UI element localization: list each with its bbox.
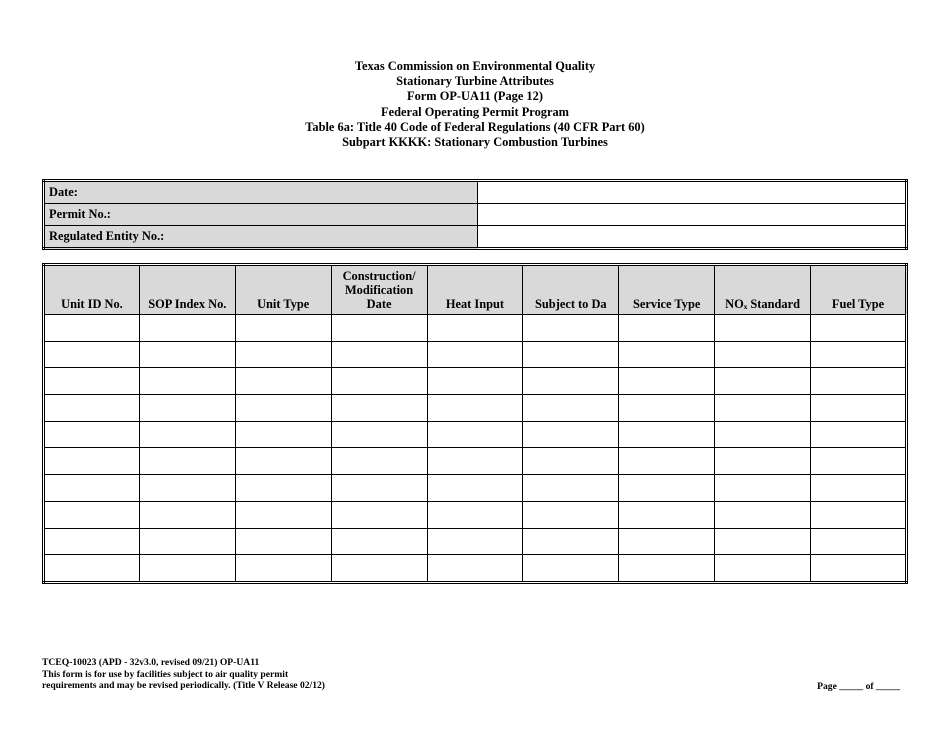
table-cell[interactable]: [235, 475, 331, 502]
col-fuel-type: Fuel Type: [811, 265, 907, 315]
table-cell[interactable]: [139, 555, 235, 583]
form-header: [0, 59, 950, 150]
table-cell[interactable]: [139, 528, 235, 555]
table-row: [44, 315, 907, 342]
table-cell[interactable]: [811, 528, 907, 555]
header-table-title: Table 6a: Title 40 Code of Federal Regulations (40 CFR Part 60): [305, 119, 645, 134]
table-row: [44, 501, 907, 528]
table-cell[interactable]: [331, 555, 427, 583]
table-cell[interactable]: [44, 501, 140, 528]
table-cell[interactable]: [715, 555, 811, 583]
regulated-entity-row: [44, 226, 907, 249]
table-cell[interactable]: [44, 528, 140, 555]
col-sop-index: SOP Index No.: [139, 265, 235, 315]
table-cell[interactable]: [811, 395, 907, 422]
table-cell[interactable]: [44, 555, 140, 583]
table-cell[interactable]: [44, 421, 140, 448]
table-cell[interactable]: [523, 368, 619, 395]
table-cell[interactable]: [235, 555, 331, 583]
table-cell[interactable]: [523, 501, 619, 528]
table-cell[interactable]: [139, 475, 235, 502]
table-cell[interactable]: [715, 528, 811, 555]
regulated-entity-label: Regulated Entity No.:: [44, 226, 478, 249]
table-row: [44, 528, 907, 555]
table-body: [44, 315, 907, 583]
table-cell[interactable]: [331, 475, 427, 502]
table-cell[interactable]: [331, 421, 427, 448]
table-cell[interactable]: [331, 341, 427, 368]
permit-no-row: [44, 204, 907, 226]
table-cell[interactable]: [523, 528, 619, 555]
table-cell[interactable]: [715, 421, 811, 448]
table-cell[interactable]: [619, 368, 715, 395]
table-cell[interactable]: [715, 448, 811, 475]
table-cell[interactable]: [235, 421, 331, 448]
table-cell[interactable]: [427, 315, 523, 342]
table-cell[interactable]: [523, 421, 619, 448]
table-row: [44, 475, 907, 502]
table-row: [44, 448, 907, 475]
table-cell[interactable]: [523, 341, 619, 368]
table-cell[interactable]: [139, 341, 235, 368]
table-cell[interactable]: [139, 448, 235, 475]
table-cell[interactable]: [139, 395, 235, 422]
table-cell[interactable]: [811, 555, 907, 583]
table-cell[interactable]: [523, 315, 619, 342]
page-number: Page _____ of _____: [817, 681, 900, 692]
table-cell[interactable]: [427, 341, 523, 368]
table-cell[interactable]: [811, 341, 907, 368]
table-cell[interactable]: [44, 475, 140, 502]
table-cell[interactable]: [619, 395, 715, 422]
table-cell[interactable]: [44, 341, 140, 368]
table-row: [44, 368, 907, 395]
table-cell[interactable]: [715, 315, 811, 342]
table-cell[interactable]: [619, 475, 715, 502]
table-cell[interactable]: [619, 528, 715, 555]
header-program: Federal Operating Permit Program: [381, 104, 569, 119]
table-cell[interactable]: [235, 501, 331, 528]
header-agency: Texas Commission on Environmental Quality: [354, 59, 596, 73]
col-service-type: Service Type: [619, 265, 715, 315]
table-cell[interactable]: [523, 555, 619, 583]
table-cell[interactable]: [715, 341, 811, 368]
table-cell[interactable]: [139, 315, 235, 342]
table-cell[interactable]: [331, 395, 427, 422]
permit-info-table: [42, 179, 908, 250]
table-cell[interactable]: [811, 501, 907, 528]
table-cell[interactable]: [331, 448, 427, 475]
table-cell[interactable]: [619, 501, 715, 528]
header-form-title: Stationary Turbine Attributes: [396, 74, 554, 89]
table-cell[interactable]: [331, 528, 427, 555]
date-row: [44, 181, 907, 204]
table-cell[interactable]: [427, 501, 523, 528]
table-cell[interactable]: [235, 341, 331, 368]
table-row: [44, 421, 907, 448]
col-subject-to-da: Subject to Da: [523, 265, 619, 315]
footer-note-1: This form is for use by facilities subject to air quality permit: [42, 668, 289, 680]
turbine-attributes-table: [42, 263, 908, 584]
table-cell[interactable]: [619, 555, 715, 583]
table-cell[interactable]: [331, 368, 427, 395]
table-cell[interactable]: [331, 501, 427, 528]
table-cell[interactable]: [44, 368, 140, 395]
header-subpart: Subpart KKKK: Stationary Combustion Turbines: [342, 135, 608, 150]
table-cell[interactable]: [139, 421, 235, 448]
form-footer: [42, 657, 325, 692]
table-cell[interactable]: [139, 501, 235, 528]
table-cell[interactable]: [331, 315, 427, 342]
table-cell[interactable]: [427, 368, 523, 395]
table-cell[interactable]: [619, 315, 715, 342]
table-cell[interactable]: [44, 448, 140, 475]
table-cell[interactable]: [235, 448, 331, 475]
col-nox-standard: NOₓ Standard: [715, 265, 811, 315]
table-cell[interactable]: [715, 501, 811, 528]
table-cell[interactable]: [619, 448, 715, 475]
table-row: [44, 341, 907, 368]
date-field[interactable]: [478, 181, 907, 204]
table-cell[interactable]: [235, 368, 331, 395]
table-row: [44, 395, 907, 422]
table-cell[interactable]: [235, 315, 331, 342]
table-cell[interactable]: [811, 368, 907, 395]
table-cell[interactable]: [523, 448, 619, 475]
table-cell[interactable]: [44, 315, 140, 342]
table-cell[interactable]: [235, 395, 331, 422]
col-unit-type: Unit Type: [235, 265, 331, 315]
table-cell[interactable]: [427, 475, 523, 502]
table-cell[interactable]: [427, 448, 523, 475]
footer-note-2: requirements and may be revised periodically. (Title V Release 02/12): [42, 680, 326, 691]
table-cell[interactable]: [715, 395, 811, 422]
table-cell[interactable]: [811, 448, 907, 475]
table-cell[interactable]: [619, 341, 715, 368]
table-cell[interactable]: [811, 475, 907, 502]
table-cell[interactable]: [139, 368, 235, 395]
table-cell[interactable]: [427, 528, 523, 555]
permit-no-field[interactable]: [478, 204, 907, 226]
regulated-entity-field[interactable]: [478, 226, 907, 249]
table-cell[interactable]: [619, 421, 715, 448]
table-row: [44, 555, 907, 583]
footer-form-id: TCEQ-10023 (APD - 32v3.0, revised 09/21) OP-UA11: [42, 657, 260, 668]
col-construction-date: Construction/ Modification Date: [331, 265, 427, 315]
col-heat-input: Heat Input: [427, 265, 523, 315]
header-form-number: Form OP-UA11 (Page 12): [407, 89, 543, 104]
table-cell[interactable]: [523, 395, 619, 422]
date-label: Date:: [44, 181, 478, 204]
col-unit-id: Unit ID No.: [44, 265, 140, 315]
table-cell[interactable]: [811, 421, 907, 448]
table-cell[interactable]: [427, 395, 523, 422]
table-cell[interactable]: [715, 475, 811, 502]
table-cell[interactable]: [235, 528, 331, 555]
table-cell[interactable]: [523, 475, 619, 502]
table-cell[interactable]: [811, 315, 907, 342]
table-cell[interactable]: [427, 421, 523, 448]
table-cell[interactable]: [44, 395, 140, 422]
table-cell[interactable]: [715, 368, 811, 395]
table-header-row: [44, 265, 907, 315]
table-cell[interactable]: [427, 555, 523, 583]
permit-no-label: Permit No.:: [44, 204, 478, 226]
